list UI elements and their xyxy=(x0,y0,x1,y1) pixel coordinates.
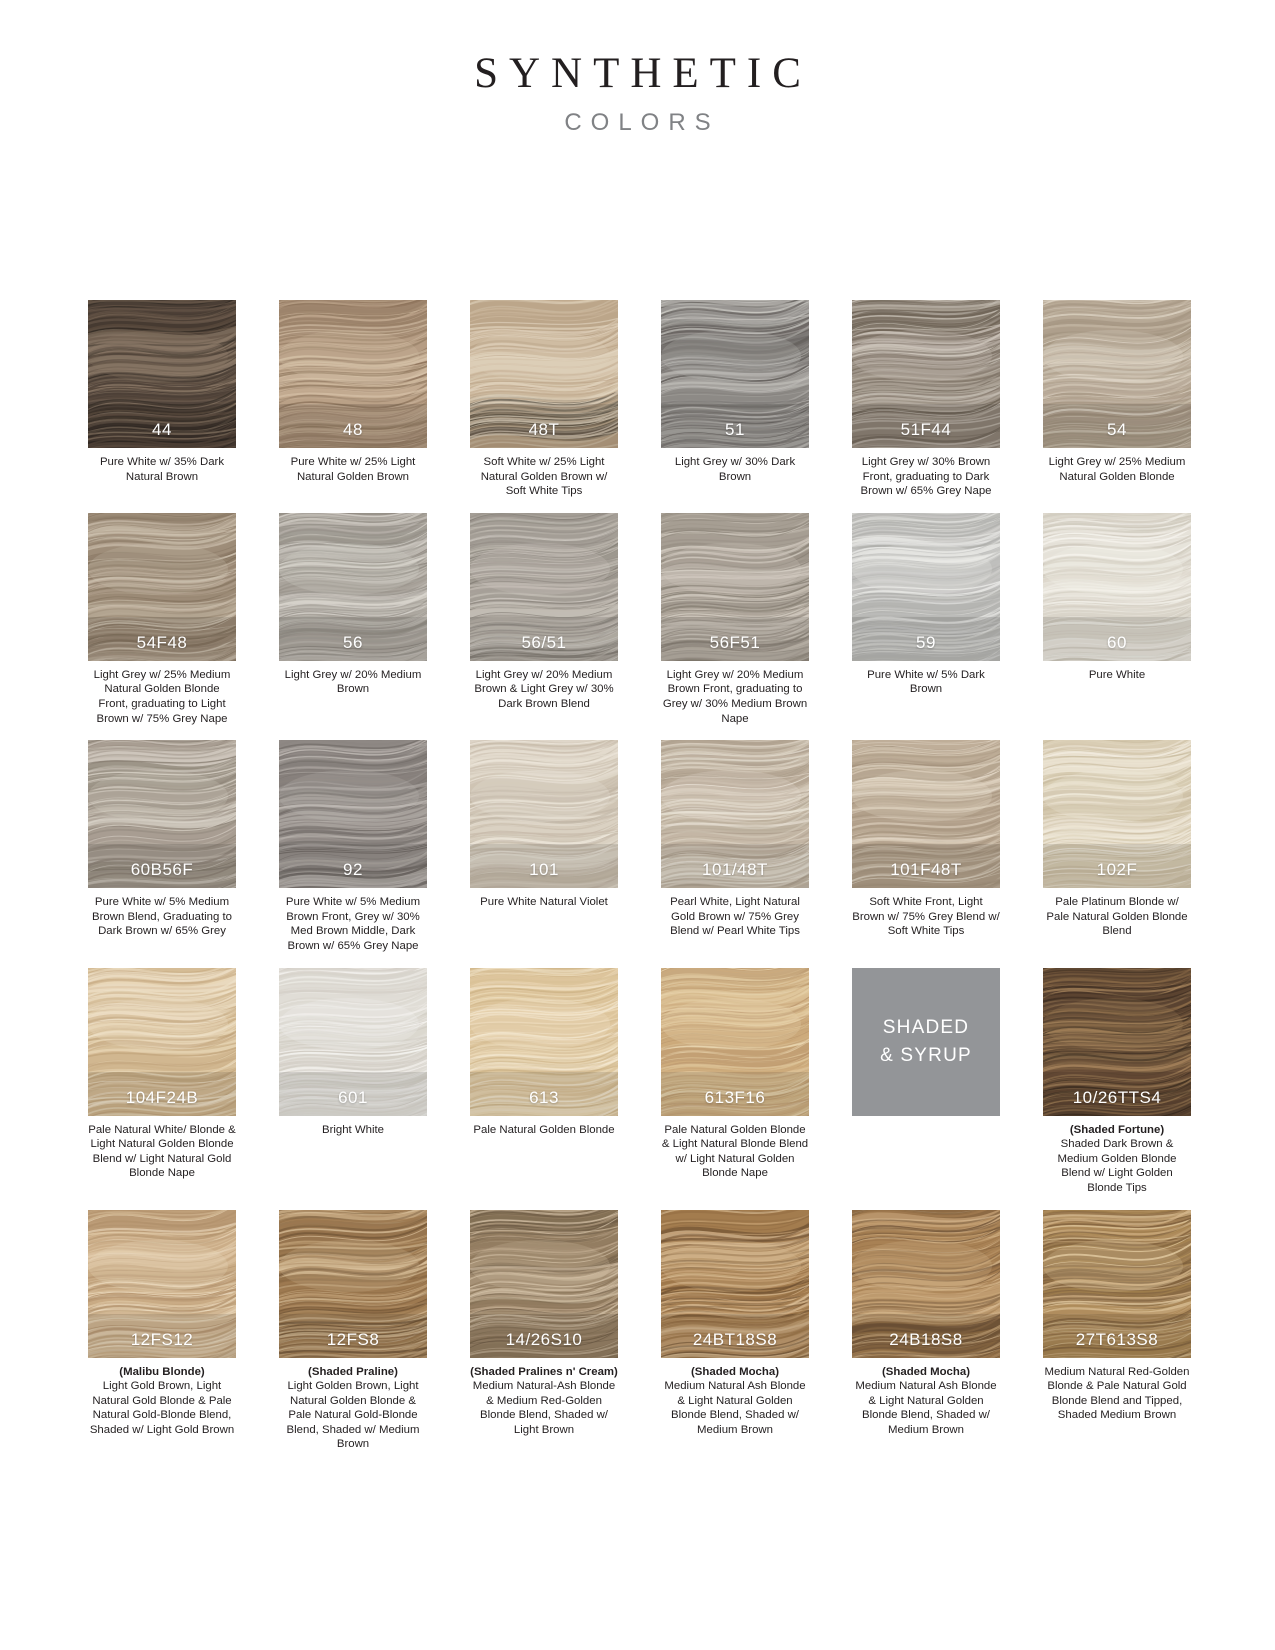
color-description-text: Pale Natural Golden Blonde xyxy=(473,1123,615,1136)
color-description-text: Pure White w/ 5% Dark Brown xyxy=(867,668,985,696)
color-code-label: 48 xyxy=(343,420,363,439)
color-description-text: Light Grey w/ 20% Medium Brown Front, graduating to Grey w/ 30% Medium Brown Nape xyxy=(662,668,808,725)
color-description xyxy=(470,1123,618,1138)
color-swatch-cell[interactable] xyxy=(88,1210,236,1453)
color-description xyxy=(88,668,236,726)
color-description-text: Pure White w/ 5% Medium Brown Blend, Graduating to Dark Brown w/ 65% Grey xyxy=(92,896,232,938)
color-description xyxy=(88,1365,236,1438)
color-swatch-image[interactable] xyxy=(1043,300,1191,448)
color-swatch-cell[interactable] xyxy=(852,513,1000,726)
color-code-label: 60B56F xyxy=(130,860,194,880)
color-description xyxy=(661,895,809,939)
color-code-label: 10/26TTS4 xyxy=(1072,1087,1162,1107)
color-description xyxy=(279,668,427,697)
color-code-label: 48T xyxy=(528,420,560,439)
color-code-label: 54 xyxy=(1107,420,1127,439)
color-description xyxy=(279,895,427,953)
color-code-label: 56F51 xyxy=(709,632,761,652)
color-swatch-cell[interactable] xyxy=(279,513,427,726)
color-code-label: 24BT18S8 xyxy=(692,1329,778,1349)
color-swatch-image[interactable] xyxy=(661,513,809,661)
color-description-text: Pale Platinum Blonde w/ Pale Natural Golden Blonde Blend xyxy=(1046,896,1188,938)
color-description xyxy=(470,455,618,499)
color-description-text: Medium Natural Red-Golden Blonde & Pale Natural Gold Blonde Blend and Tipped, Shaded Medium Brown xyxy=(1044,1365,1190,1422)
color-nickname: (Shaded Fortune) xyxy=(1069,1123,1165,1136)
color-swatch-cell[interactable] xyxy=(279,740,427,953)
color-swatch-image[interactable] xyxy=(279,300,427,448)
color-code-label: 104F24B xyxy=(125,1087,199,1107)
color-swatch-image[interactable] xyxy=(852,513,1000,661)
page-subtitle: COLORS xyxy=(564,109,720,136)
color-description xyxy=(852,668,1000,697)
color-code-label: 51 xyxy=(725,420,745,439)
color-swatch-cell[interactable] xyxy=(661,513,809,726)
color-swatch-image[interactable] xyxy=(470,300,618,448)
color-description-text: Bright White xyxy=(321,1123,385,1136)
color-description xyxy=(88,455,236,484)
color-description xyxy=(661,455,809,484)
color-description-text: Light Gold Brown, Light Natural Gold Blonde & Pale Natural Gold-Blonde Blend, Shaded w/ Light Gold Brown xyxy=(89,1380,235,1436)
color-code-label: 102F xyxy=(1096,860,1138,880)
color-swatch-image[interactable] xyxy=(1043,1210,1191,1358)
color-description xyxy=(279,1123,427,1138)
color-description-text: Medium Natural Ash Blonde & Light Natural Golden Blonde Blend, Shaded w/ Medium Brown xyxy=(855,1380,997,1436)
section-divider-swatch[interactable] xyxy=(852,968,1000,1116)
color-swatch-cell[interactable] xyxy=(88,513,236,726)
color-description xyxy=(1043,1365,1191,1423)
color-description xyxy=(661,1365,809,1438)
color-swatch-image[interactable] xyxy=(661,968,809,1116)
color-description xyxy=(279,455,427,484)
color-code-label: 44 xyxy=(152,420,172,439)
color-description xyxy=(88,1123,236,1181)
color-swatch-image[interactable] xyxy=(88,1210,236,1358)
color-description-text: Pure White Natural Violet xyxy=(480,896,608,909)
color-swatch-image[interactable] xyxy=(470,1210,618,1358)
color-description-text: Pure White w/ 25% Light Natural Golden Brown xyxy=(290,456,416,483)
color-swatch-cell[interactable] xyxy=(470,968,618,1196)
section-divider-label: SHADED & SYRUP xyxy=(880,1016,972,1066)
color-swatch-image[interactable] xyxy=(470,513,618,661)
color-description xyxy=(661,1123,809,1181)
color-swatch-cell[interactable] xyxy=(661,740,809,953)
color-swatch-image[interactable] xyxy=(852,740,1000,888)
color-swatch-image[interactable] xyxy=(661,300,809,448)
color-swatch-cell[interactable] xyxy=(1043,740,1191,953)
color-swatch-image[interactable] xyxy=(1043,740,1191,888)
color-swatch-cell[interactable] xyxy=(88,300,236,499)
color-swatch-image[interactable] xyxy=(279,1210,427,1358)
color-nickname: (Shaded Pralines n' Cream) xyxy=(470,1365,618,1378)
color-description-text: Soft White w/ 25% Light Natural Golden Brown w/ Soft White Tips xyxy=(480,456,608,498)
color-description-text: Soft White Front, Light Brown w/ 75% Grey Blend w/ Soft White Tips xyxy=(852,896,1000,938)
color-swatch-cell[interactable] xyxy=(661,968,809,1196)
color-swatch-image[interactable] xyxy=(88,968,236,1116)
color-swatch-image[interactable] xyxy=(661,1210,809,1358)
color-code-label: 24B18S8 xyxy=(889,1329,963,1349)
color-description xyxy=(1043,1123,1191,1196)
color-code-label: 56/51 xyxy=(521,632,567,652)
color-code-label: 92 xyxy=(343,860,363,880)
color-description-text: Medium Natural Ash Blonde & Light Natural Golden Blonde Blend, Shaded w/ Medium Brown xyxy=(664,1380,806,1436)
color-swatch-cell[interactable] xyxy=(279,968,427,1196)
color-swatch-image[interactable] xyxy=(470,968,618,1116)
color-swatch-cell[interactable] xyxy=(852,740,1000,953)
color-description-text: Light Grey w/ 25% Medium Natural Golden Blonde Front, graduating to Light Brown w/ 75% Grey Nape xyxy=(93,668,231,725)
color-description xyxy=(852,1365,1000,1438)
color-description xyxy=(852,895,1000,939)
color-swatch-cell[interactable] xyxy=(470,740,618,953)
color-description xyxy=(470,895,618,910)
color-description xyxy=(470,668,618,712)
color-description-text: Pure White xyxy=(1088,668,1146,681)
color-swatch-cell[interactable] xyxy=(852,968,1000,1196)
color-description-text: Light Grey w/ 20% Medium Brown xyxy=(284,668,422,696)
color-code-label: 613F16 xyxy=(704,1087,766,1107)
color-swatch-image[interactable] xyxy=(279,513,427,661)
color-swatch-grid xyxy=(88,300,1188,1466)
color-swatch-image[interactable] xyxy=(279,740,427,888)
color-description xyxy=(661,668,809,726)
color-code-label: 613 xyxy=(529,1087,559,1107)
color-description xyxy=(1043,455,1191,484)
color-code-label: 101F48T xyxy=(890,860,962,880)
color-code-label: 601 xyxy=(338,1087,368,1107)
color-nickname: (Malibu Blonde) xyxy=(119,1365,205,1378)
color-description-text: Light Grey w/ 30% Brown Front, graduating to Dark Brown w/ 65% Grey Nape xyxy=(860,456,992,498)
color-swatch-cell[interactable] xyxy=(470,300,618,499)
color-description-text: Light Grey w/ 20% Medium Brown & Light Grey w/ 30% Dark Brown Blend xyxy=(474,668,614,710)
color-description xyxy=(279,1365,427,1453)
color-description-text: Pale Natural Golden Blonde & Light Natural Blonde Blend w/ Light Natural Golden Blonde Nape xyxy=(661,1123,809,1180)
color-swatch-image[interactable] xyxy=(1043,513,1191,661)
color-description xyxy=(88,895,236,939)
color-code-label: 12FS12 xyxy=(130,1329,194,1349)
color-swatch-cell[interactable] xyxy=(852,1210,1000,1453)
color-swatch-image[interactable] xyxy=(88,300,236,448)
color-description xyxy=(852,455,1000,499)
color-swatch-cell[interactable] xyxy=(1043,513,1191,726)
color-swatch-cell[interactable] xyxy=(852,300,1000,499)
color-swatch-cell[interactable] xyxy=(88,968,236,1196)
color-description-text: Pure White w/ 5% Medium Brown Front, Grey w/ 30% Med Brown Middle, Dark Brown w/ 65% Grey Nape xyxy=(285,896,421,952)
color-description-text: Pure White w/ 35% Dark Natural Brown xyxy=(99,456,225,483)
color-description-text: Shaded Dark Brown & Medium Golden Blonde Blend w/ Light Golden Blonde Tips xyxy=(1057,1138,1177,1194)
page-header xyxy=(0,0,1275,137)
page-title: SYNTHETIC xyxy=(474,50,812,97)
color-description-text: Pale Natural White/ Blonde & Light Natural Golden Blonde Blend w/ Light Natural Gold Blonde Nape xyxy=(88,1123,236,1180)
color-code-label: 27T613S8 xyxy=(1075,1329,1159,1349)
color-description xyxy=(470,1365,618,1438)
color-code-label: 54F48 xyxy=(136,632,188,652)
color-swatch-cell[interactable] xyxy=(470,1210,618,1453)
color-nickname: (Shaded Praline) xyxy=(308,1365,398,1378)
color-swatch-cell[interactable] xyxy=(1043,300,1191,499)
color-swatch-image[interactable] xyxy=(470,740,618,888)
color-code-label: 56 xyxy=(343,632,363,652)
color-code-label: 101 xyxy=(529,860,559,880)
color-code-label: 51F44 xyxy=(900,420,952,439)
color-code-label: 12FS8 xyxy=(326,1329,380,1349)
color-code-label: 60 xyxy=(1107,632,1127,652)
color-swatch-image[interactable] xyxy=(661,740,809,888)
color-swatch-cell[interactable] xyxy=(661,1210,809,1453)
color-swatch-cell[interactable] xyxy=(1043,1210,1191,1453)
color-swatch-image[interactable] xyxy=(852,300,1000,448)
color-swatch-cell[interactable] xyxy=(1043,968,1191,1196)
color-swatch-image[interactable] xyxy=(279,968,427,1116)
color-description-text: Light Golden Brown, Light Natural Golden Blonde & Pale Natural Gold-Blonde Blend, Shaded w/ Medium Brown xyxy=(286,1380,420,1451)
color-nickname: (Shaded Mocha) xyxy=(882,1365,970,1378)
color-nickname: (Shaded Mocha) xyxy=(691,1365,779,1378)
color-description xyxy=(1043,895,1191,939)
color-description-text: Pearl White, Light Natural Gold Brown w/ 75% Grey Blend w/ Pearl White Tips xyxy=(670,896,800,938)
color-code-label: 101/48T xyxy=(702,860,768,880)
color-swatch-image[interactable] xyxy=(1043,968,1191,1116)
color-swatch-cell[interactable] xyxy=(661,300,809,499)
color-swatch-cell[interactable] xyxy=(279,1210,427,1453)
color-description-text: Light Grey w/ 30% Dark Brown xyxy=(674,456,796,483)
color-swatch-cell[interactable] xyxy=(88,740,236,953)
color-swatch-image[interactable] xyxy=(88,740,236,888)
color-description-text: Light Grey w/ 25% Medium Natural Golden Blonde xyxy=(1048,456,1186,483)
color-code-label: 14/26S10 xyxy=(505,1329,583,1349)
color-swatch-cell[interactable] xyxy=(470,513,618,726)
color-description-text: Medium Natural-Ash Blonde & Medium Red-Golden Blonde Blend, Shaded w/ Light Brown xyxy=(472,1380,616,1436)
color-code-label: 59 xyxy=(916,632,936,652)
color-swatch-cell[interactable] xyxy=(279,300,427,499)
color-swatch-image[interactable] xyxy=(88,513,236,661)
color-swatch-image[interactable] xyxy=(852,1210,1000,1358)
color-description xyxy=(1043,668,1191,683)
